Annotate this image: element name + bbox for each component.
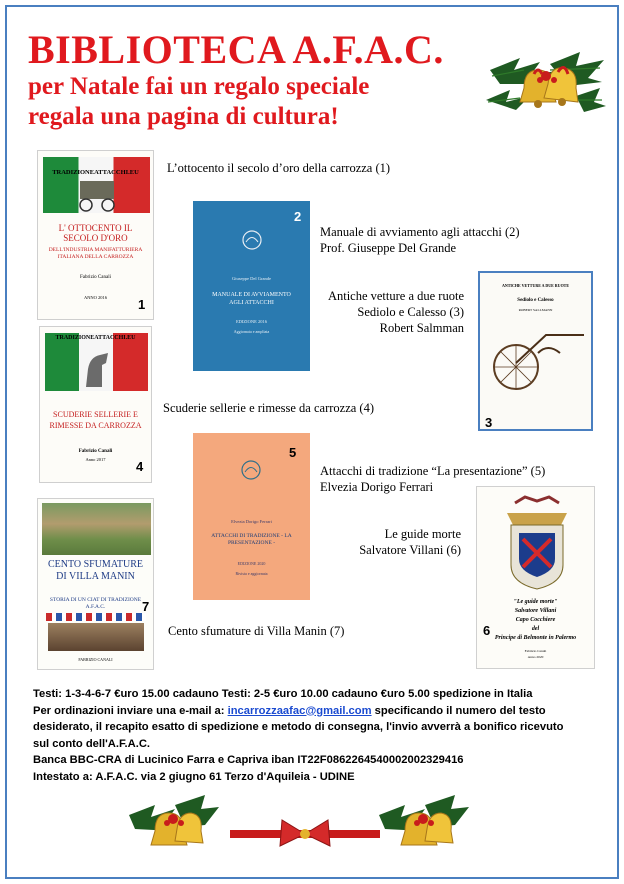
book-caption-6: Le guide morte Salvatore Villani (6) — [359, 527, 461, 557]
book-caption-1: L’ottocento il secolo d’oro della carrozza (1) — [167, 161, 391, 175]
book-number: 5 — [289, 445, 297, 460]
prices-line: Testi: 1-3-4-6-7 €uro 15.00 cadauno Testi: 2-5 €uro 10.00 cadauno €uro 5.00 spedizione in Italia — [33, 688, 533, 700]
villa-aerial-photo-icon — [42, 503, 151, 555]
book-number: 4 — [136, 459, 144, 474]
book2-cover-title: MANUALE DI AVVIAMENTO AGLI ATTACCHI — [212, 292, 291, 306]
book5-cover-title: ATTACCHI DI TRADIZIONE - LA PRESENTAZIONE - — [211, 533, 292, 546]
book-number: 1 — [138, 297, 146, 312]
holder-line: Intestato a: A.F.A.C. via 2 giugno 61 Terzo d'Aquileia - UDINE — [33, 770, 355, 783]
account-line: sul conto dell'A.F.A.C. — [33, 737, 151, 750]
book-caption-2: Manuale di avviamento agli attacchi (2) Prof. Giuseppe Del Grande — [320, 225, 520, 255]
book-number: 3 — [485, 415, 493, 430]
book7-cover-title: CENTO SFUMATURE DI VILLA MANIN — [47, 559, 144, 582]
association-logo-icon — [239, 459, 263, 481]
book-cover-5: 5 Elvezia Dorigo Ferrari ATTACCHI DI TRADIZIONE - LA PRESENTAZIONE - EDIZIONE 2020 Rivista e aggiornata — [193, 433, 310, 600]
book-number: 7 — [142, 599, 150, 614]
book-caption-4: Scuderie sellerie e rimesse da carrozza (4) — [163, 401, 374, 415]
page-title: BIBLIOTECA A.F.A.C. — [28, 27, 444, 72]
book-cover-2: 2 Giuseppe Del Grande MANUALE DI AVVIAMENTO AGLI ATTACCHI EDIZIONE 2016 Aggiornata e ampliata — [193, 201, 310, 371]
book4-cover-title: SCUDERIE SELLERIE E RIMESSE DA CARROZZA — [49, 410, 142, 430]
order-information — [33, 686, 598, 785]
book-caption-5: Attacchi di tradizione “La presentazione” (5) Elvezia Dorigo Ferrari — [320, 464, 546, 494]
book1-cover-title: L' OTTOCENTO IL SECOLO D'ORO — [58, 223, 133, 243]
book-cover-6: "Le guide morte" Salvatore Villani Capo Cocchiere del Principe di Belmonte in Palermo Fabrizio Canali Anno 2020 6 — [476, 486, 595, 669]
horse-illustration-icon — [80, 349, 114, 389]
page-subtitle-line1: per Natale fai un regalo speciale — [28, 73, 370, 100]
christmas-bells-icon — [480, 40, 608, 132]
book-caption-7: Cento sfumature di Villa Manin (7) — [168, 624, 345, 638]
email-link[interactable]: incarrozzaafac@gmail.com — [227, 704, 372, 717]
coat-of-arms-icon — [501, 495, 573, 591]
page-subtitle-line2: regala una pagina di cultura! — [28, 103, 339, 130]
red-ribbon-bow-icon — [230, 816, 380, 852]
carriage-photo-icon — [48, 623, 144, 651]
bank-line: Banca BBC-CRA di Lucinico Farra e Capriva iban IT22F0862264540002002329416 — [33, 754, 464, 766]
association-logo-icon — [240, 229, 264, 251]
sulky-carriage-icon — [486, 323, 586, 393]
book-cover-7: CENTO SFUMATURE DI VILLA MANIN STORIA DI UN CIAT DI TRADIZIONE A.F.A.C. FABRIZIO CANALI 7 — [37, 498, 154, 670]
book-number: 2 — [294, 209, 302, 224]
flags-strip — [46, 613, 146, 621]
order-details-line: desiderato, il recapito esatto di spedizione e metodo di consegna, l'invio avverrà a bonifico ricevuto — [33, 721, 564, 733]
book-number: 6 — [483, 623, 491, 638]
book-cover-4: TRADIZIONEATTACCHI.EU SCUDERIE SELLERIE E RIMESSE DA CARROZZA Fabrizio Canali Anno 2017 4 — [39, 326, 152, 483]
christmas-bells-icon — [125, 785, 220, 865]
carriage-illustration-icon — [74, 177, 120, 213]
book-cover-3: ANTICHE VETTURE A DUE RUOTE Sediolo e Calesso ROBERT SALLMANN 3 — [478, 271, 593, 431]
order-line: Per ordinazioni inviare una e-mail a: incarrozzaafac@gmail.com specificando il numero del testo — [33, 704, 546, 717]
book-caption-3: Antiche vetture a due ruote Sediolo e Calesso (3) Robert Salmman — [327, 289, 464, 335]
christmas-bells-icon — [375, 785, 470, 865]
book-cover-1: TRADIZIONEATTACCHI.EU L' OTTOCENTO IL SECOLO D'ORO DELL'INDUSTRIA MANIFATTURIERA ITALIANA DELLA CARROZZA Fabrizio Canali ANNO 2016 1 — [37, 150, 154, 320]
